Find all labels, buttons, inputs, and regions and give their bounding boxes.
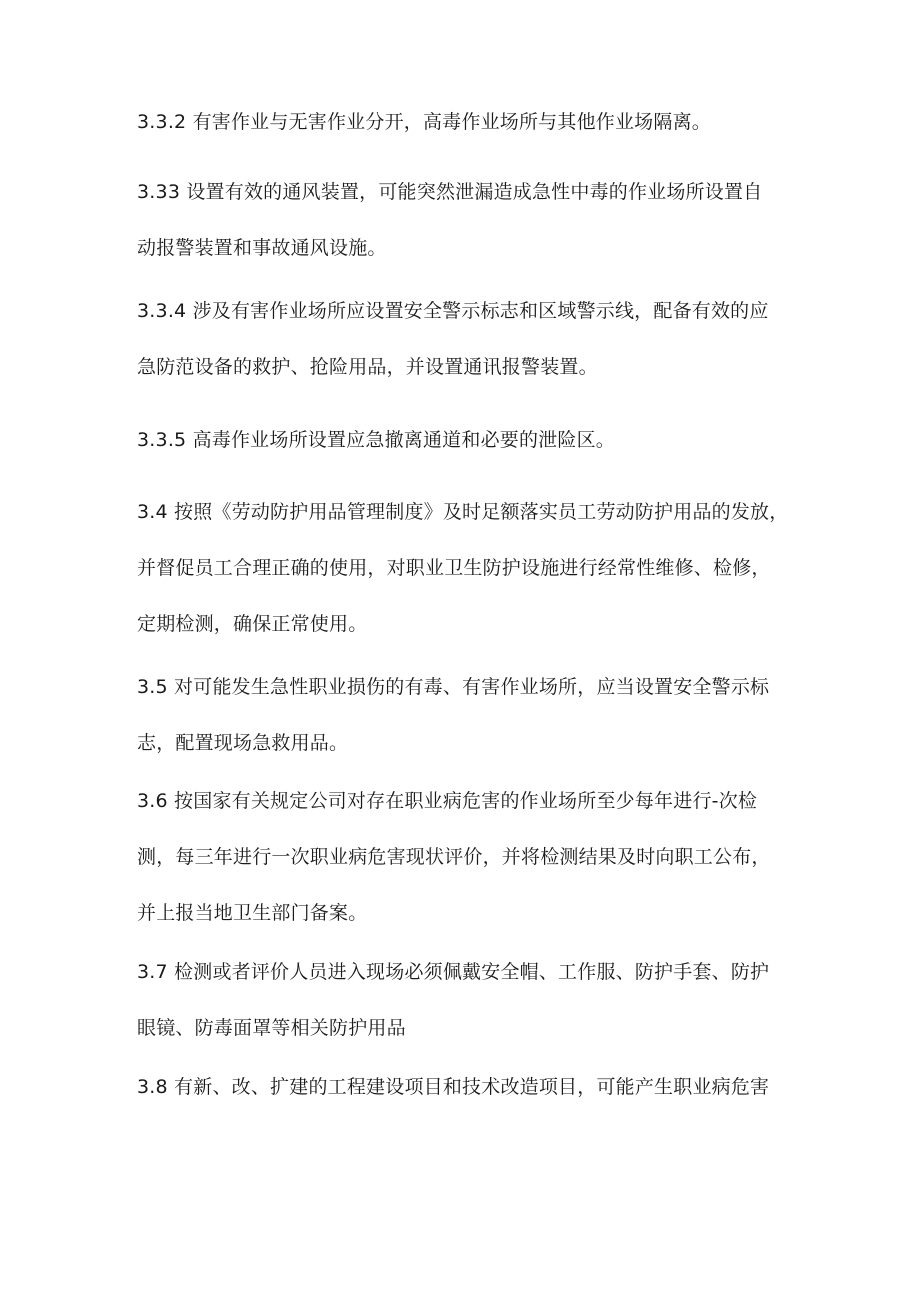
- paragraph-line: 3.4 按照《劳动防护用品管理制度》及时足额落实员工劳动防护用品的发放，: [137, 501, 789, 523]
- paragraph-line: 定期检测，确保正常使用。: [137, 613, 368, 635]
- paragraph-line: 3.6 按国家有关规定公司对存在职业病危害的作业场所至少每年进行-次检: [137, 790, 758, 812]
- paragraph-line: 并上报当地卫生部门备案。: [137, 902, 368, 924]
- paragraph-3-33: [137, 164, 807, 276]
- paragraph-line: 3.3.5 高毒作业场所设置应急撤离通道和必要的泄险区。: [137, 429, 615, 451]
- paragraph-line: 眼镜、防毒面罩等相关防护用品: [137, 1017, 406, 1039]
- paragraph-line: 3.5 对可能发生急性职业损伤的有毒、有害作业场所，应当设置安全警示标: [137, 676, 770, 698]
- paragraph-3-4: [137, 484, 807, 652]
- paragraph-line: 3.33 设置有效的通风装置，可能突然泄漏造成急性中毒的作业场所设置自: [137, 181, 763, 203]
- paragraph-line: 志，配置现场急救用品。: [137, 732, 349, 754]
- paragraph-3-5: [137, 659, 807, 771]
- paragraph-line: 并督促员工合理正确的使用，对职业卫生防护设施进行经常性维修、检修，: [137, 557, 771, 579]
- paragraph-line: 测，每三年进行一次职业病危害现状评价，并将检测结果及时向职工公布，: [137, 846, 771, 868]
- paragraph-3-3-5: [137, 412, 807, 468]
- paragraph-line: 3.8 有新、改、扩建的工程建设项目和技术改造项目，可能产生职业病危害: [137, 1076, 770, 1098]
- paragraph-line: 动报警装置和事故通风设施。: [137, 237, 387, 259]
- paragraph-line: 3.3.4 涉及有害作业场所应设置安全警示标志和区域警示线，配备有效的应: [137, 300, 769, 322]
- paragraph-line: 3.3.2 有害作业与无害作业分开，高毒作业场所与其他作业场隔离。: [137, 111, 711, 133]
- paragraph-line: 急防范设备的救护、抢险用品，并设置通讯报警装置。: [137, 356, 598, 378]
- paragraph-3-3-4: [137, 283, 807, 395]
- paragraph-3-7: [137, 944, 807, 1056]
- paragraph-line: 3.7 检测或者评价人员进入现场必须佩戴安全帽、工作服、防护手套、防护: [137, 961, 770, 983]
- paragraph-3-8: [137, 1059, 807, 1115]
- paragraph-3-6: [137, 773, 807, 941]
- paragraph-3-3-2: [137, 94, 807, 150]
